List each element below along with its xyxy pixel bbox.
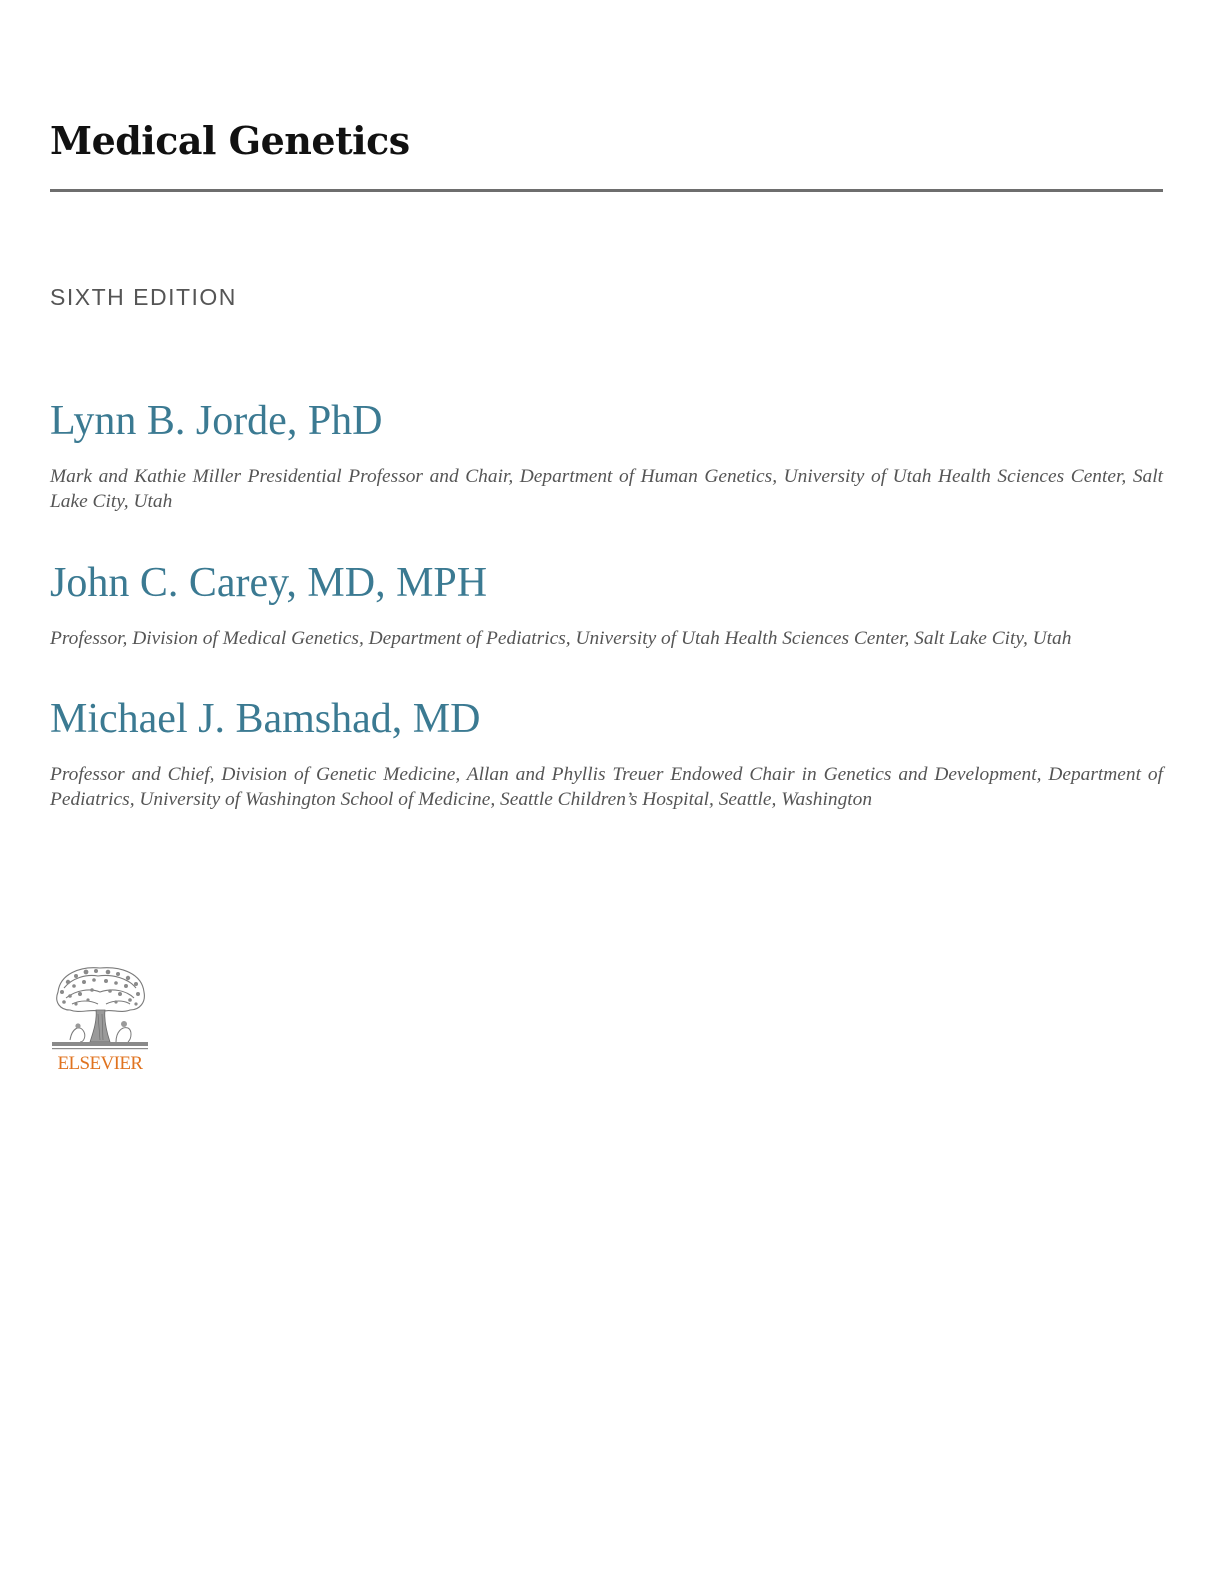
elsevier-tree-icon bbox=[50, 962, 150, 1052]
author-affiliation: Professor and Chief, Division of Genetic Medicine, Allan and Phyllis Treuer Endowed Chair in Genetics and Development, Department of Pediatrics, University of Washington School of Medicine, Seattle Children’s Hospital, Seattle, Washington bbox=[50, 764, 1163, 811]
author-affiliation: Professor, Division of Medical Genetics, Department of Pediatrics, University of Utah Health Sciences Center, Salt Lake City, Utah bbox=[50, 628, 1072, 650]
author-name: Lynn B. Jorde, PhD bbox=[50, 398, 383, 444]
author-name: John C. Carey, MD, MPH bbox=[50, 560, 488, 606]
publisher-name: ELSEVIER bbox=[57, 1053, 143, 1074]
author-affiliation: Mark and Kathie Miller Presidential Professor and Chair, Department of Human Genetics, University of Utah Health Sciences Center, Salt Lake City, Utah bbox=[50, 466, 1163, 513]
author-entry bbox=[50, 398, 1163, 514]
author-entry bbox=[50, 696, 1163, 812]
book-title: Medical Genetics bbox=[50, 118, 410, 163]
edition-label: SIXTH EDITION bbox=[50, 284, 237, 310]
title-divider bbox=[50, 189, 1163, 192]
publisher-logo bbox=[50, 962, 150, 1076]
author-name: Michael J. Bamshad, MD bbox=[50, 696, 481, 742]
author-entry bbox=[50, 560, 1163, 651]
